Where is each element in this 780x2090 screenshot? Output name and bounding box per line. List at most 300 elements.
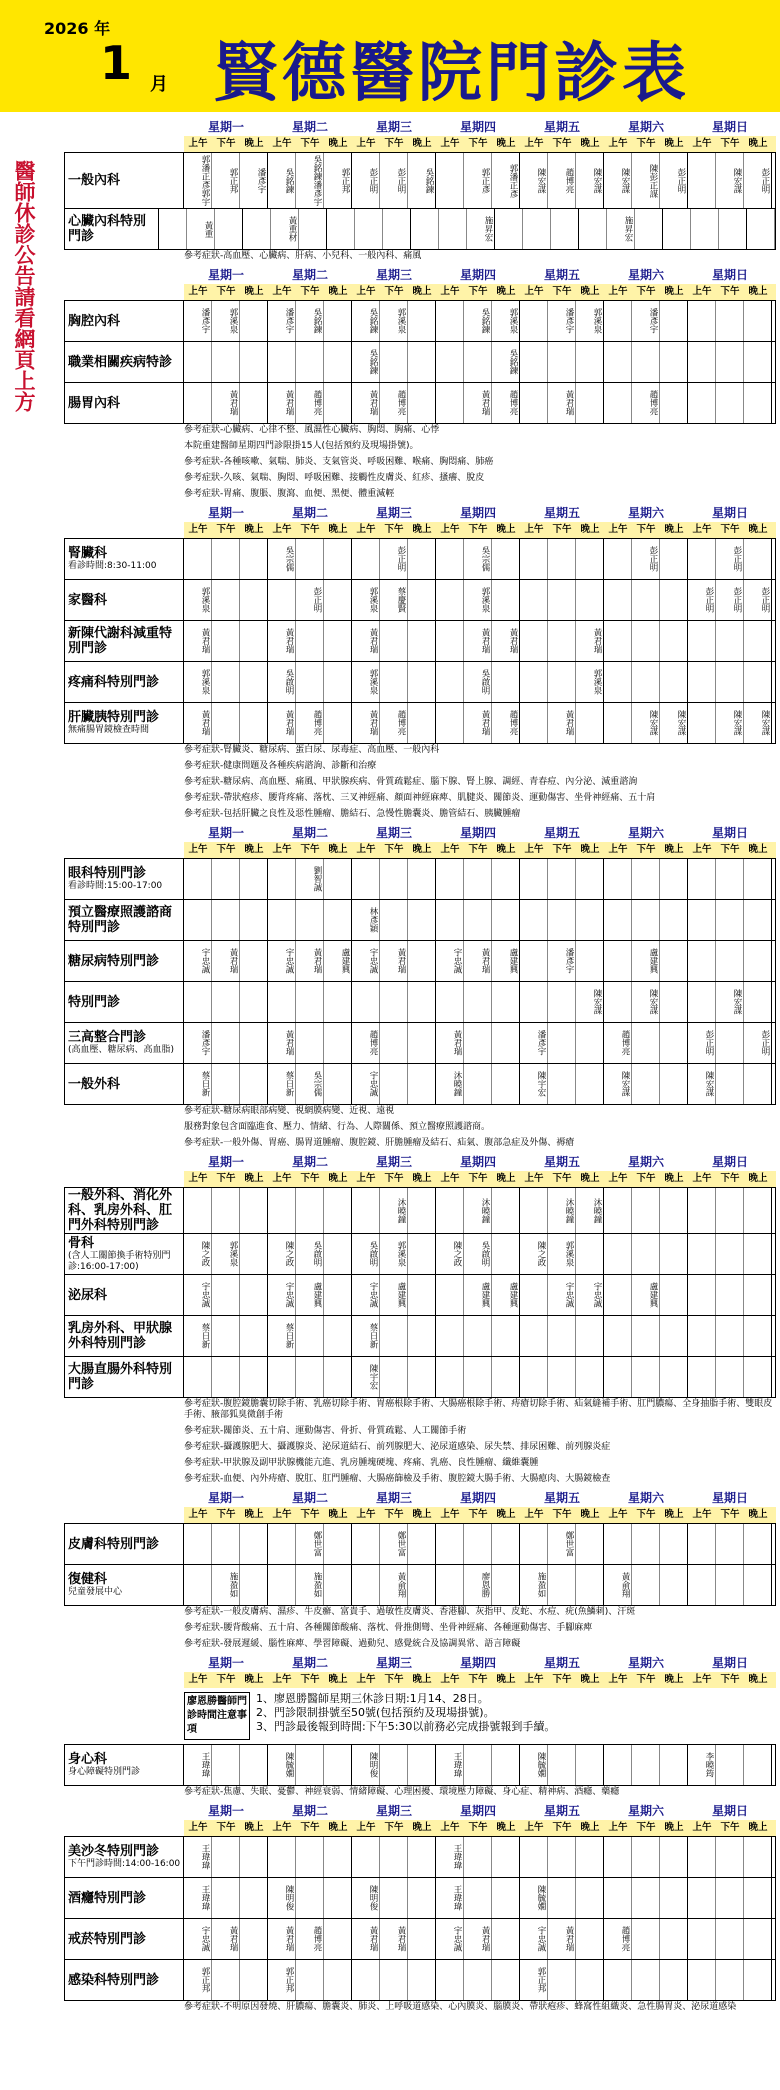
slot-header: 上午 bbox=[608, 524, 628, 535]
doctor-cell bbox=[240, 1960, 268, 2000]
doctor-cell bbox=[744, 1357, 772, 1397]
doctor-cell: 盧建興 bbox=[380, 1275, 408, 1315]
table-row bbox=[64, 941, 776, 982]
doctor-cell: 陳宇宏 bbox=[520, 1064, 548, 1104]
doctor-cell bbox=[324, 342, 352, 382]
day-header: 星期六 bbox=[627, 120, 664, 134]
slot-cells bbox=[184, 1023, 772, 1063]
doctor-cell bbox=[408, 1960, 436, 2000]
table-row bbox=[64, 1316, 776, 1357]
doctor-cell bbox=[464, 1023, 492, 1063]
doctor-cell bbox=[240, 982, 268, 1022]
slot-header: 上午 bbox=[188, 1822, 208, 1833]
doctor-cell bbox=[324, 1919, 352, 1959]
table-row bbox=[64, 1960, 776, 2001]
doctor-cell bbox=[492, 1023, 520, 1063]
doctor-cell: 黃君瑞 bbox=[464, 1919, 492, 1959]
dept-sub: 看診時間:8:30-11:00 bbox=[68, 561, 157, 571]
doctor-cell: 趙博亮 bbox=[296, 703, 324, 743]
doctor-cell bbox=[551, 209, 579, 249]
symptom-note: 參考症狀-攝護腺肥大、攝護腺炎、泌尿道結石、前列腺肥大、泌尿道感染、尿失禁、排尿困難、前列腺炎症 bbox=[184, 1442, 611, 1452]
doctor-cell bbox=[744, 383, 772, 423]
doctor-cell bbox=[604, 1878, 632, 1918]
doctor-cell: 陳宏謀 bbox=[660, 703, 688, 743]
doctor-cell: 郭溪泉 bbox=[576, 662, 604, 702]
day-header: 星期五 bbox=[543, 1804, 580, 1818]
doctor-cell bbox=[268, 1524, 296, 1564]
doctor-cell bbox=[744, 941, 772, 981]
doctor-cell bbox=[268, 580, 296, 620]
day-header-row bbox=[184, 1489, 776, 1507]
doctor-cell: 宇忠誠 bbox=[576, 1275, 604, 1315]
doctor-cell bbox=[436, 703, 464, 743]
doctor-cell bbox=[408, 1919, 436, 1959]
doctor-cell: 施昇宏 bbox=[467, 209, 495, 249]
dept-label: 大腸直腸外科特別門診 bbox=[68, 1362, 173, 1392]
doctor-cell bbox=[579, 209, 607, 249]
slot-cells bbox=[184, 301, 772, 341]
slot-header: 晚上 bbox=[496, 286, 516, 297]
doctor-cell bbox=[380, 1837, 408, 1877]
doctor-cell bbox=[240, 1919, 268, 1959]
dept-label: 糖尿病特別門診 bbox=[68, 953, 160, 969]
doctor-cell bbox=[212, 1275, 240, 1315]
doctor-cell bbox=[324, 1524, 352, 1564]
doctor-cell bbox=[296, 1316, 324, 1356]
notice-line: 3、門診最後報到時間:下午5:30以前務必完成掛號報到手續。 bbox=[256, 1720, 556, 1733]
slot-header: 晚上 bbox=[580, 1822, 600, 1833]
dept-name bbox=[65, 1919, 184, 1959]
slot-header: 晚上 bbox=[748, 1509, 768, 1520]
day-header: 星期三 bbox=[375, 120, 412, 134]
doctor-cell: 黃君瑞 bbox=[352, 621, 380, 661]
doctor-cell bbox=[660, 1234, 688, 1274]
doctor-cell bbox=[352, 1188, 380, 1233]
symptom-note: 參考症狀-糖尿病眼部病變、視網膜病變、近視、遠視 bbox=[184, 1106, 395, 1116]
doctor-cell bbox=[408, 1524, 436, 1564]
slot-header-row bbox=[184, 1672, 776, 1688]
doctor-cell bbox=[324, 1357, 352, 1397]
slot-header: 上午 bbox=[524, 1822, 544, 1833]
notice-box bbox=[184, 1692, 776, 1740]
slot-header: 上午 bbox=[524, 524, 544, 535]
doctor-cell bbox=[436, 900, 464, 940]
slot-header: 晚上 bbox=[244, 286, 264, 297]
doctor-cell: 蔡日新 bbox=[184, 1064, 212, 1104]
doctor-cell bbox=[268, 1357, 296, 1397]
doctor-cell bbox=[296, 621, 324, 661]
slot-header: 晚上 bbox=[664, 844, 684, 855]
doctor-cell bbox=[660, 1837, 688, 1877]
doctor-cell bbox=[464, 1837, 492, 1877]
doctor-cell: 沐曉鐘 bbox=[436, 1064, 464, 1104]
doctor-cell: 黃君瑞 bbox=[268, 1023, 296, 1063]
doctor-cell: 吳銘鍊 bbox=[268, 153, 296, 208]
doctor-cell: 陳宇宏 bbox=[352, 1357, 380, 1397]
doctor-cell bbox=[744, 1316, 772, 1356]
slot-header: 上午 bbox=[440, 1674, 460, 1685]
doctor-cell: 吳啟明 bbox=[464, 1234, 492, 1274]
doctor-cell: 宇忠誠 bbox=[184, 1919, 212, 1959]
doctor-cell bbox=[604, 1316, 632, 1356]
doctor-cell bbox=[408, 580, 436, 620]
slot-header: 上午 bbox=[440, 524, 460, 535]
table-row bbox=[64, 900, 776, 941]
doctor-cell: 陳毓嫺 bbox=[520, 1878, 548, 1918]
doctor-cell: 吳啟明 bbox=[352, 1234, 380, 1274]
doctor-cell bbox=[688, 662, 716, 702]
doctor-cell bbox=[716, 301, 744, 341]
doctor-cell bbox=[632, 1064, 660, 1104]
doctor-cell bbox=[716, 1878, 744, 1918]
day-header: 星期日 bbox=[711, 268, 748, 282]
slot-header: 晚上 bbox=[244, 1822, 264, 1833]
day-header-row bbox=[184, 824, 776, 842]
slot-header: 晚上 bbox=[328, 138, 348, 149]
doctor-cell bbox=[324, 1234, 352, 1274]
doctor-cell bbox=[464, 982, 492, 1022]
slot-header: 上午 bbox=[608, 1822, 628, 1833]
doctor-cell bbox=[604, 941, 632, 981]
slot-header: 晚上 bbox=[580, 1173, 600, 1184]
doctor-cell bbox=[688, 342, 716, 382]
doctor-cell bbox=[604, 1357, 632, 1397]
doctor-cell: 趙博亮 bbox=[296, 1919, 324, 1959]
slot-header: 上午 bbox=[356, 1822, 376, 1833]
slot-header: 上午 bbox=[356, 844, 376, 855]
doctor-cell bbox=[408, 301, 436, 341]
doctor-cell bbox=[464, 859, 492, 899]
doctor-cell: 陳宏謀 bbox=[632, 703, 660, 743]
doctor-cell bbox=[296, 1357, 324, 1397]
day-header: 星期一 bbox=[207, 1656, 244, 1670]
dept-name bbox=[65, 941, 184, 981]
doctor-cell bbox=[436, 1275, 464, 1315]
dept-label: 腎臟科 bbox=[68, 546, 108, 561]
doctor-cell: 林彥穎 bbox=[352, 900, 380, 940]
day-header-row bbox=[184, 1654, 776, 1672]
doctor-cell bbox=[159, 209, 187, 249]
slot-cells bbox=[184, 621, 772, 661]
dept-label: 新陳代謝科減重特別門診 bbox=[68, 626, 173, 656]
doctor-cell bbox=[719, 209, 747, 249]
doctor-cell bbox=[352, 1565, 380, 1605]
month-unit: 月 bbox=[150, 74, 168, 95]
slot-header: 上午 bbox=[524, 1509, 544, 1520]
slot-header: 下午 bbox=[468, 1173, 488, 1184]
doctor-cell bbox=[352, 982, 380, 1022]
slot-header: 上午 bbox=[608, 1674, 628, 1685]
slot-header: 晚上 bbox=[412, 524, 432, 535]
dept-name bbox=[65, 1064, 184, 1104]
doctor-cell bbox=[660, 342, 688, 382]
doctor-cell bbox=[744, 621, 772, 661]
doctor-cell bbox=[240, 941, 268, 981]
slot-cells bbox=[184, 1188, 772, 1233]
doctor-cell bbox=[240, 1188, 268, 1233]
doctor-cell bbox=[548, 1316, 576, 1356]
doctor-cell bbox=[243, 209, 271, 249]
slot-header: 下午 bbox=[468, 844, 488, 855]
doctor-cell bbox=[688, 1960, 716, 2000]
dept-label: 疼痛科特別門診 bbox=[68, 674, 160, 690]
doctor-cell bbox=[240, 342, 268, 382]
table-row bbox=[64, 1919, 776, 1960]
doctor-cell bbox=[408, 982, 436, 1022]
doctor-cell bbox=[212, 703, 240, 743]
year: 2026 年 bbox=[44, 19, 111, 38]
slot-header: 下午 bbox=[720, 1509, 740, 1520]
day-header: 星期一 bbox=[207, 826, 244, 840]
slot-header: 晚上 bbox=[244, 1173, 264, 1184]
dept-name bbox=[65, 1837, 184, 1877]
slot-header: 晚上 bbox=[496, 524, 516, 535]
doctor-cell: 黃君瑞 bbox=[184, 621, 212, 661]
dept-name bbox=[65, 1565, 184, 1605]
day-header: 星期五 bbox=[543, 1491, 580, 1505]
doctor-cell bbox=[436, 662, 464, 702]
slot-header: 晚上 bbox=[748, 138, 768, 149]
slot-header: 上午 bbox=[440, 286, 460, 297]
doctor-cell bbox=[408, 1745, 436, 1785]
slot-header: 晚上 bbox=[412, 1822, 432, 1833]
slot-header: 下午 bbox=[636, 844, 656, 855]
slot-header: 晚上 bbox=[748, 1674, 768, 1685]
doctor-cell bbox=[744, 1878, 772, 1918]
table-row bbox=[64, 662, 776, 703]
doctor-cell bbox=[548, 539, 576, 579]
doctor-cell bbox=[744, 900, 772, 940]
slot-header: 上午 bbox=[524, 844, 544, 855]
doctor-cell: 陳宏謀 bbox=[576, 982, 604, 1022]
doctor-cell: 陳明俊 bbox=[352, 1878, 380, 1918]
symptom-note: 參考症狀-甲狀腺及副甲狀腺機能亢進、乳房腫塊硬塊、疼痛、乳癌、良性腫瘤、纖維囊腫 bbox=[184, 1458, 539, 1468]
doctor-cell bbox=[464, 1524, 492, 1564]
slot-header: 下午 bbox=[636, 1509, 656, 1520]
doctor-cell bbox=[604, 580, 632, 620]
slot-header: 上午 bbox=[188, 1173, 208, 1184]
doctor-cell bbox=[184, 1357, 212, 1397]
doctor-cell: 黃君瑞 bbox=[548, 1919, 576, 1959]
doctor-cell bbox=[576, 1357, 604, 1397]
doctor-cell bbox=[492, 982, 520, 1022]
doctor-cell bbox=[520, 662, 548, 702]
doctor-cell bbox=[520, 1188, 548, 1233]
doctor-cell bbox=[240, 1837, 268, 1877]
doctor-cell bbox=[296, 539, 324, 579]
doctor-cell bbox=[744, 1837, 772, 1877]
doctor-cell: 郭溪泉 bbox=[380, 301, 408, 341]
slot-header: 晚上 bbox=[496, 1822, 516, 1833]
slot-header: 晚上 bbox=[580, 138, 600, 149]
doctor-cell: 黃俞翔 bbox=[604, 1565, 632, 1605]
dept-name bbox=[65, 1316, 184, 1356]
doctor-cell bbox=[408, 1878, 436, 1918]
doctor-cell: 潘彥宇 bbox=[240, 153, 268, 208]
doctor-cell: 沐曉鐘 bbox=[576, 1188, 604, 1233]
day-header: 星期日 bbox=[711, 506, 748, 520]
doctor-cell bbox=[635, 209, 663, 249]
slot-header: 下午 bbox=[552, 1509, 572, 1520]
doctor-cell: 趙博亮 bbox=[632, 383, 660, 423]
doctor-cell bbox=[240, 580, 268, 620]
doctor-cell: 宇忠誠 bbox=[268, 941, 296, 981]
doctor-cell: 郭溪泉 bbox=[548, 1234, 576, 1274]
doctor-cell bbox=[660, 580, 688, 620]
doctor-cell bbox=[240, 621, 268, 661]
slot-header: 下午 bbox=[468, 1509, 488, 1520]
doctor-cell: 盧建興 bbox=[632, 941, 660, 981]
doctor-cell bbox=[660, 621, 688, 661]
dept-sub: (高血壓、糖尿病、高血脂) bbox=[68, 1045, 175, 1055]
day-header: 星期三 bbox=[375, 1804, 412, 1818]
doctor-cell bbox=[296, 1188, 324, 1233]
doctor-cell bbox=[716, 1919, 744, 1959]
doctor-cell bbox=[632, 1837, 660, 1877]
doctor-cell bbox=[324, 301, 352, 341]
doctor-cell: 吳宗儒 bbox=[268, 539, 296, 579]
slot-header: 晚上 bbox=[580, 1509, 600, 1520]
doctor-cell bbox=[520, 1316, 548, 1356]
doctor-cell bbox=[660, 539, 688, 579]
dept-label: 一般外科 bbox=[68, 1076, 121, 1092]
doctor-cell bbox=[632, 1960, 660, 2000]
doctor-cell bbox=[716, 383, 744, 423]
doctor-cell: 王瑋瑋 bbox=[436, 1837, 464, 1877]
doctor-cell bbox=[240, 1023, 268, 1063]
slot-header: 上午 bbox=[524, 1674, 544, 1685]
doctor-cell bbox=[184, 982, 212, 1022]
doctor-cell bbox=[296, 1837, 324, 1877]
doctor-cell bbox=[688, 1524, 716, 1564]
doctor-cell bbox=[688, 859, 716, 899]
page-title: 賢德醫院門診表 bbox=[214, 36, 690, 111]
doctor-cell bbox=[436, 1565, 464, 1605]
doctor-cell: 趙博亮 bbox=[380, 703, 408, 743]
doctor-cell bbox=[660, 900, 688, 940]
table-row bbox=[64, 580, 776, 621]
doctor-cell bbox=[660, 1565, 688, 1605]
doctor-cell bbox=[744, 539, 772, 579]
table-row bbox=[64, 152, 776, 209]
doctor-cell bbox=[604, 1524, 632, 1564]
slot-header: 晚上 bbox=[664, 524, 684, 535]
table-row bbox=[64, 621, 776, 662]
doctor-cell bbox=[632, 342, 660, 382]
doctor-cell bbox=[324, 703, 352, 743]
doctor-cell bbox=[688, 1357, 716, 1397]
doctor-cell: 施盈如 bbox=[520, 1565, 548, 1605]
slot-header: 下午 bbox=[720, 1674, 740, 1685]
doctor-cell bbox=[324, 383, 352, 423]
doctor-cell bbox=[632, 1878, 660, 1918]
doctor-cell: 陳彭正謀 bbox=[632, 153, 660, 208]
table-row bbox=[64, 1275, 776, 1316]
dept-name bbox=[65, 982, 184, 1022]
doctor-cell: 蔡日新 bbox=[184, 1316, 212, 1356]
dept-label: 胸腔內科 bbox=[68, 313, 121, 329]
doctor-cell: 郭正邦 bbox=[520, 1960, 548, 2000]
doctor-cell bbox=[688, 1565, 716, 1605]
doctor-cell bbox=[408, 342, 436, 382]
doctor-cell bbox=[548, 1064, 576, 1104]
doctor-cell: 施盈如 bbox=[296, 1565, 324, 1605]
slot-cells bbox=[184, 1837, 772, 1877]
doctor-cell bbox=[716, 342, 744, 382]
slot-header: 上午 bbox=[608, 844, 628, 855]
slot-header: 下午 bbox=[636, 1674, 656, 1685]
doctor-cell bbox=[212, 662, 240, 702]
doctor-cell bbox=[604, 1234, 632, 1274]
slot-header: 上午 bbox=[692, 1173, 712, 1184]
doctor-cell bbox=[212, 859, 240, 899]
doctor-cell bbox=[212, 1064, 240, 1104]
doctor-cell bbox=[716, 859, 744, 899]
doctor-cell bbox=[380, 662, 408, 702]
doctor-cell: 黃重 bbox=[187, 209, 215, 249]
slot-header: 上午 bbox=[272, 138, 292, 149]
doctor-cell bbox=[576, 1919, 604, 1959]
dept-name bbox=[65, 301, 184, 341]
doctor-cell bbox=[576, 941, 604, 981]
table-row bbox=[64, 1187, 776, 1234]
doctor-cell bbox=[604, 342, 632, 382]
doctor-cell: 陳宏謀 bbox=[604, 153, 632, 208]
slot-cells bbox=[184, 859, 772, 899]
doctor-cell: 潘彥宇 bbox=[548, 301, 576, 341]
doctor-cell bbox=[492, 1745, 520, 1785]
doctor-cell: 黃俞翔 bbox=[380, 1565, 408, 1605]
slot-header: 上午 bbox=[356, 1674, 376, 1685]
table-row bbox=[64, 1023, 776, 1064]
day-header: 星期六 bbox=[627, 1656, 664, 1670]
doctor-cell bbox=[548, 1565, 576, 1605]
day-header: 星期三 bbox=[375, 1155, 412, 1169]
doctor-cell: 陳宏謀 bbox=[632, 982, 660, 1022]
doctor-cell bbox=[324, 1565, 352, 1605]
symptom-note: 參考症狀-關節炎、五十肩、運動傷害、骨折、骨質疏鬆、人工關節手術 bbox=[184, 1426, 467, 1436]
doctor-cell: 黃君瑞 bbox=[548, 703, 576, 743]
doctor-cell bbox=[716, 1316, 744, 1356]
doctor-cell bbox=[604, 859, 632, 899]
doctor-cell bbox=[436, 1524, 464, 1564]
slot-cells bbox=[184, 580, 772, 620]
dept-label: 一般外科、消化外科、乳房外科、肛門外科特別門診 bbox=[68, 1188, 173, 1233]
doctor-cell: 郭溪泉 bbox=[212, 1234, 240, 1274]
doctor-cell bbox=[520, 301, 548, 341]
doctor-cell bbox=[268, 1565, 296, 1605]
doctor-cell bbox=[212, 1524, 240, 1564]
doctor-cell bbox=[744, 982, 772, 1022]
day-header: 星期四 bbox=[459, 506, 496, 520]
doctor-cell bbox=[408, 1064, 436, 1104]
day-header: 星期日 bbox=[711, 1656, 748, 1670]
doctor-cell bbox=[688, 1316, 716, 1356]
doctor-cell bbox=[408, 1275, 436, 1315]
doctor-cell bbox=[576, 859, 604, 899]
table-row bbox=[64, 383, 776, 424]
doctor-cell bbox=[464, 342, 492, 382]
day-header: 星期二 bbox=[291, 1155, 328, 1169]
doctor-cell: 吳啟明 bbox=[296, 1234, 324, 1274]
day-header: 星期五 bbox=[543, 120, 580, 134]
doctor-cell bbox=[436, 1316, 464, 1356]
dept-label: 骨科 bbox=[68, 1235, 95, 1251]
slot-header-row bbox=[184, 842, 776, 858]
doctor-cell: 陳毓嫺 bbox=[520, 1745, 548, 1785]
doctor-cell: 彭正明 bbox=[296, 580, 324, 620]
doctor-cell: 郭溪泉 bbox=[352, 662, 380, 702]
